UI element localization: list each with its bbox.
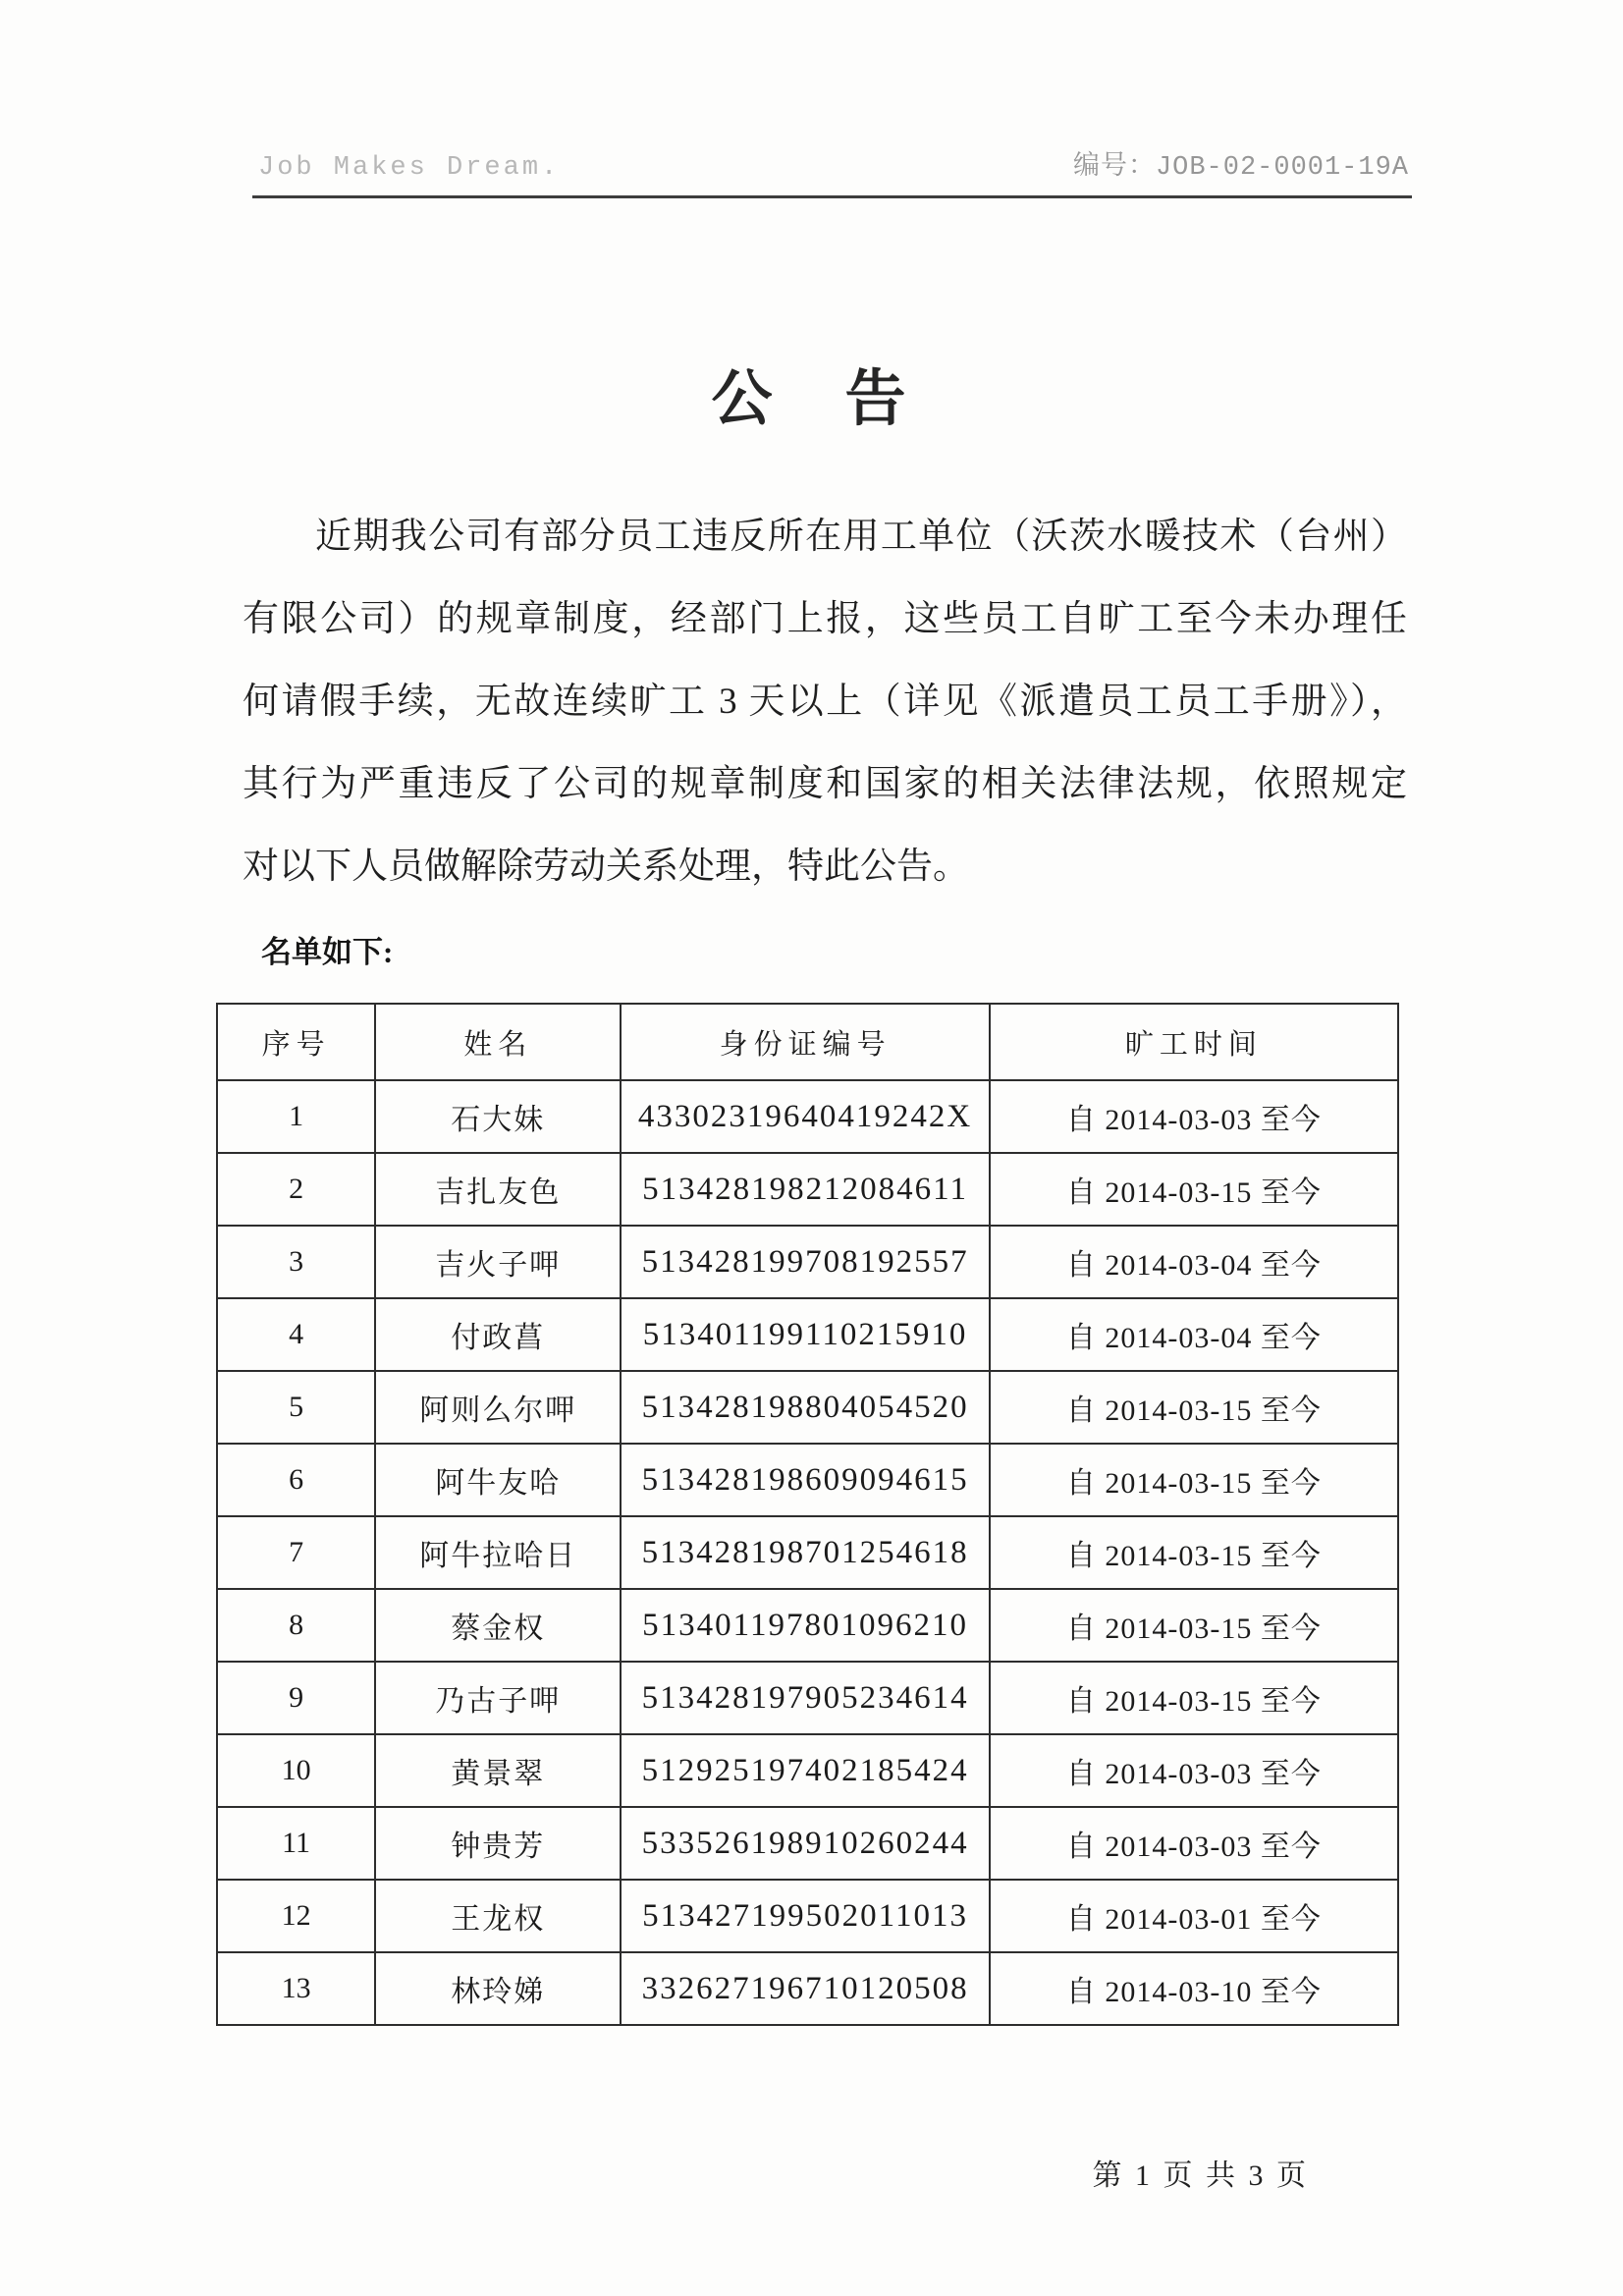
absence-period: 自 2014-03-15 至今 <box>990 1371 1398 1444</box>
header-slogan: Job Makes Dream. <box>258 153 561 183</box>
employee-name: 石大妹 <box>375 1080 621 1153</box>
row-index: 3 <box>217 1226 375 1298</box>
page-footer <box>0 2151 1623 2194</box>
table-row <box>217 1516 1398 1589</box>
table-row <box>217 1298 1398 1371</box>
row-index: 12 <box>217 1880 375 1952</box>
page-title: 公 告 <box>711 365 912 433</box>
row-index: 4 <box>217 1298 375 1371</box>
announcement-body <box>243 496 1407 908</box>
row-index: 1 <box>217 1080 375 1153</box>
row-index: 13 <box>217 1952 375 2025</box>
employee-table <box>216 1003 1399 2026</box>
employee-name: 阿牛拉哈日 <box>375 1516 621 1589</box>
employee-name: 黄景翠 <box>375 1734 621 1807</box>
column-header-name: 姓名 <box>375 1004 621 1080</box>
absence-period: 自 2014-03-15 至今 <box>990 1662 1398 1734</box>
column-header-absence: 旷工时间 <box>990 1004 1398 1080</box>
id-number: 43302319640419242X <box>621 1080 989 1153</box>
body-line: 其行为严重违反了公司的规章制度和国家的相关法律法规，依照规定 <box>243 764 1407 804</box>
id-number: 533526198910260244 <box>621 1807 989 1880</box>
absence-period: 自 2014-03-15 至今 <box>990 1516 1398 1589</box>
absence-period: 自 2014-03-15 至今 <box>990 1153 1398 1226</box>
employee-name: 吉火子呷 <box>375 1226 621 1298</box>
body-line: 何请假手续，无故连续旷工 3 天以上（详见《派遣员工员工手册》）， <box>243 682 1407 722</box>
id-number: 513401199110215910 <box>621 1298 989 1371</box>
employee-name: 蔡金权 <box>375 1589 621 1662</box>
row-index: 11 <box>217 1807 375 1880</box>
page-indicator: 第 1 页 共 3 页 <box>1092 2159 1309 2192</box>
id-number: 513428198609094615 <box>621 1444 989 1516</box>
header-doc-number: 编号：JOB-02-0001-19A <box>1072 153 1409 183</box>
absence-period: 自 2014-03-01 至今 <box>990 1880 1398 1952</box>
letterhead <box>258 143 1409 183</box>
employee-name: 钟贵芳 <box>375 1807 621 1880</box>
table-row <box>217 1807 1398 1880</box>
id-number: 513428198804054520 <box>621 1371 989 1444</box>
employee-name: 乃古子呷 <box>375 1662 621 1734</box>
absence-period: 自 2014-03-04 至今 <box>990 1226 1398 1298</box>
table-row <box>217 1153 1398 1226</box>
id-number: 513428197905234614 <box>621 1662 989 1734</box>
list-label: 名单如下: <box>261 935 394 969</box>
absence-period: 自 2014-03-15 至今 <box>990 1444 1398 1516</box>
absence-period: 自 2014-03-10 至今 <box>990 1952 1398 2025</box>
id-number: 332627196710120508 <box>621 1952 989 2025</box>
table-row <box>217 1371 1398 1444</box>
row-index: 7 <box>217 1516 375 1589</box>
column-header-id-number: 身份证编号 <box>621 1004 989 1080</box>
employee-table-body <box>217 1080 1398 2025</box>
table-row <box>217 1952 1398 2025</box>
id-number: 512925197402185424 <box>621 1734 989 1807</box>
absence-period: 自 2014-03-03 至今 <box>990 1734 1398 1807</box>
employee-name: 林玲娣 <box>375 1952 621 2025</box>
absence-period: 自 2014-03-03 至今 <box>990 1807 1398 1880</box>
row-index: 8 <box>217 1589 375 1662</box>
body-line: 有限公司）的规章制度，经部门上报，这些员工自旷工至今未办理任 <box>243 599 1407 639</box>
employee-name: 付政菖 <box>375 1298 621 1371</box>
employee-name: 吉扎友色 <box>375 1153 621 1226</box>
id-number: 513428198701254618 <box>621 1516 989 1589</box>
employee-name: 阿牛友哈 <box>375 1444 621 1516</box>
body-line: 近期我公司有部分员工违反所在用工单位（沃茨水暖技术（台州） <box>315 517 1407 557</box>
row-index: 2 <box>217 1153 375 1226</box>
employee-name: 王龙权 <box>375 1880 621 1952</box>
employee-name: 阿则么尔呷 <box>375 1371 621 1444</box>
table-row <box>217 1662 1398 1734</box>
table-row <box>217 1589 1398 1662</box>
table-row <box>217 1734 1398 1807</box>
row-index: 10 <box>217 1734 375 1807</box>
row-index: 5 <box>217 1371 375 1444</box>
id-number: 513428198212084611 <box>621 1153 989 1226</box>
header-divider <box>252 195 1412 198</box>
row-index: 9 <box>217 1662 375 1734</box>
id-number: 513428199708192557 <box>621 1226 989 1298</box>
row-index: 6 <box>217 1444 375 1516</box>
table-row <box>217 1444 1398 1516</box>
table-row <box>217 1880 1398 1952</box>
absence-period: 自 2014-03-04 至今 <box>990 1298 1398 1371</box>
absence-period: 自 2014-03-03 至今 <box>990 1080 1398 1153</box>
id-number: 513401197801096210 <box>621 1589 989 1662</box>
table-row <box>217 1080 1398 1153</box>
id-number: 513427199502011013 <box>621 1880 989 1952</box>
table-row <box>217 1226 1398 1298</box>
body-line: 对以下人员做解除劳动关系处理，特此公告。 <box>243 847 969 887</box>
column-header-index: 序号 <box>217 1004 375 1080</box>
absence-period: 自 2014-03-15 至今 <box>990 1589 1398 1662</box>
table-header-row <box>217 1004 1398 1080</box>
